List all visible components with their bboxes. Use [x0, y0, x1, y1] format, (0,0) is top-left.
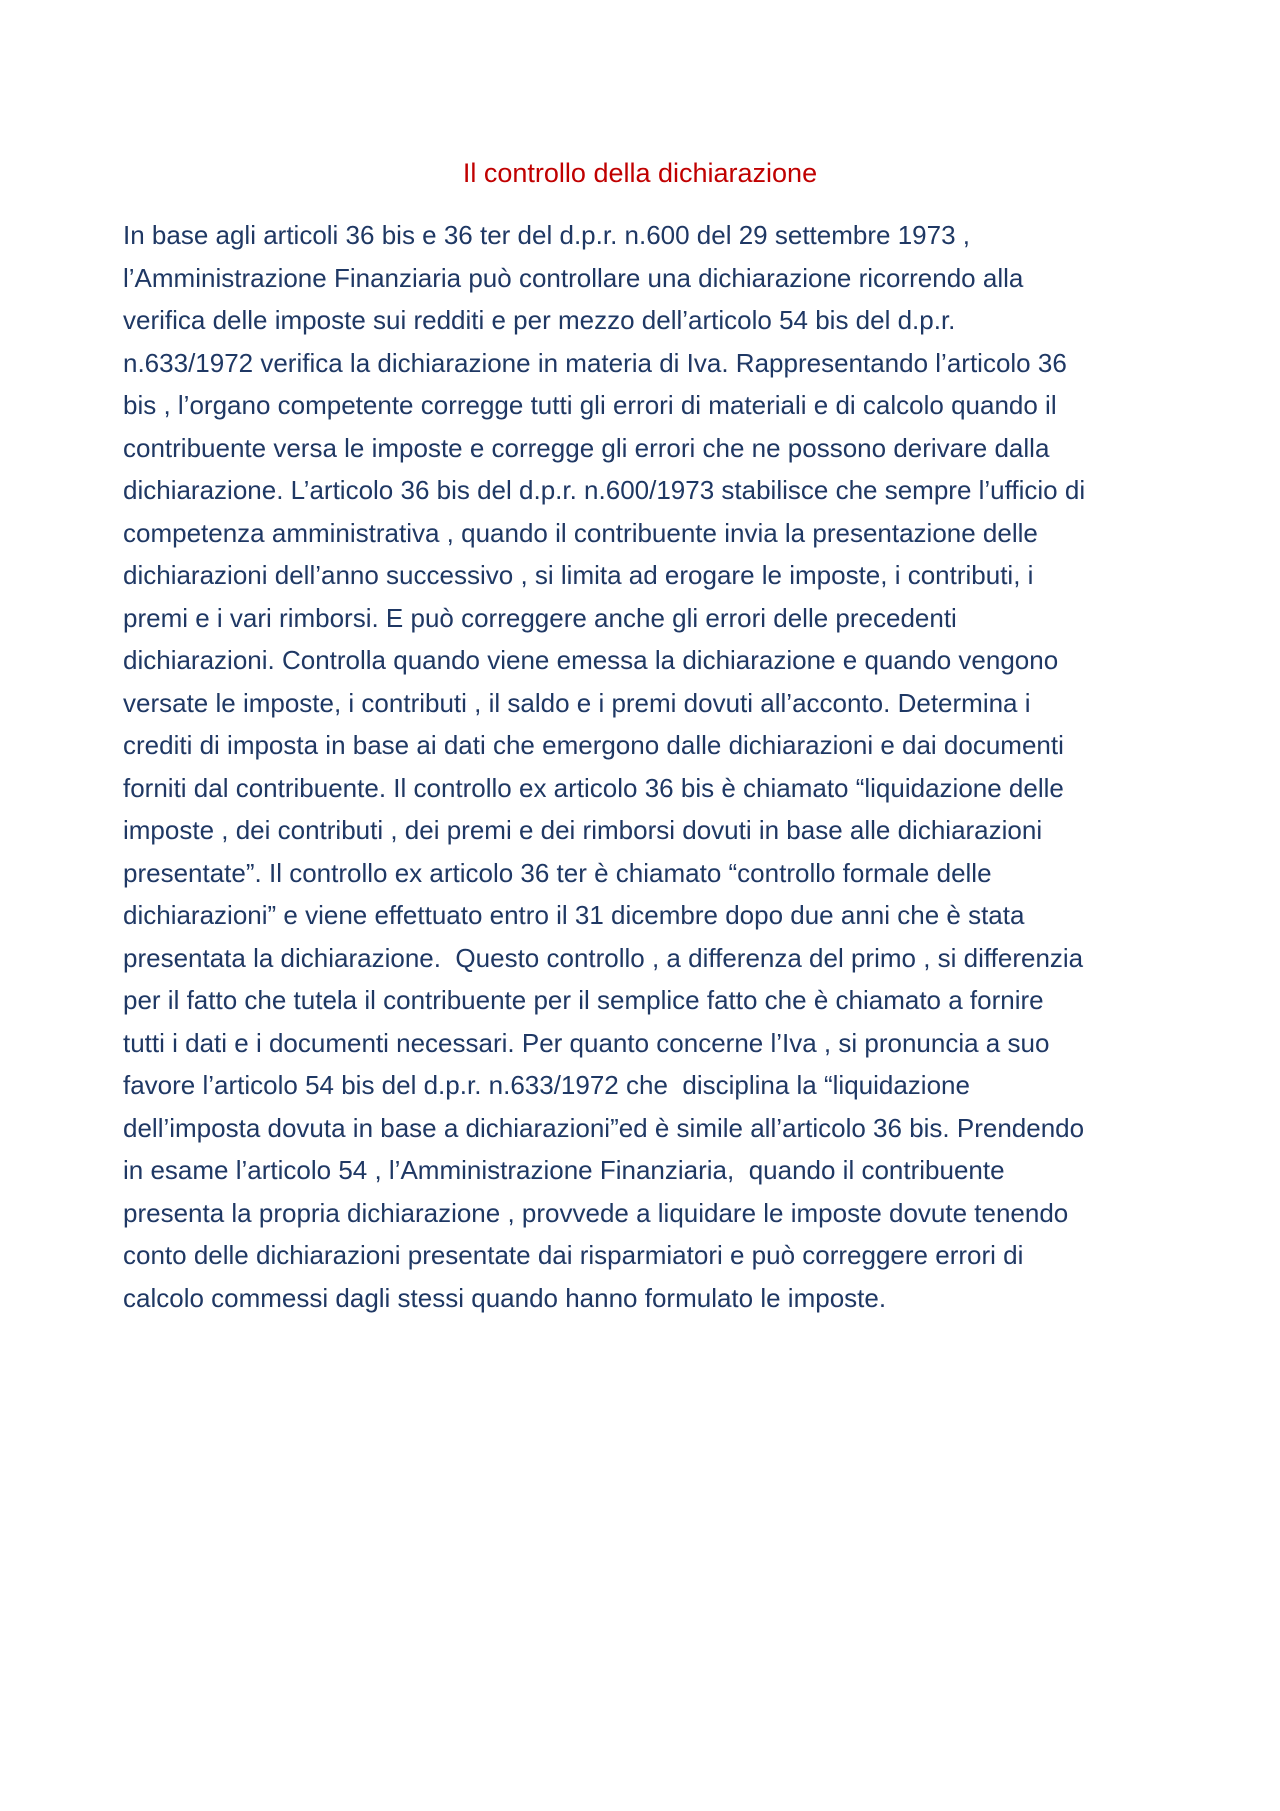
document-title: Il controllo della dichiarazione	[462, 158, 818, 188]
body-line: dichiarazioni” e viene effettuato entro il 31 dicembre dopo due anni che è stata	[123, 900, 1025, 930]
body-line: competenza amministrativa , quando il contribuente invia la presentazione delle	[123, 517, 1038, 548]
body-line: tutti i dati e i documenti necessari. Per quanto concerne l’Iva , si pronuncia a suo	[123, 1027, 1050, 1058]
body-line: dichiarazioni dell’anno successivo , si limita ad erogare le imposte, i contributi, i	[123, 560, 1034, 590]
body-line: per il fatto che tutela il contribuente per il semplice fatto che è chiamato a fornire	[123, 985, 1044, 1015]
body-line: forniti dal contribuente. Il controllo ex articolo 36 bis è chiamato “liquidazione delle	[123, 772, 1064, 803]
body-line: calcolo commessi dagli stessi quando hanno formulato le imposte.	[123, 1282, 887, 1313]
body-line: versate le imposte, i contributi , il saldo e i premi dovuti all’acconto. Determina i	[123, 687, 1031, 718]
body-line: crediti di imposta in base ai dati che emergono dalle dichiarazioni e dai documenti	[123, 730, 1064, 760]
body-line: imposte , dei contributi , dei premi e dei rimborsi dovuti in base alle dichiarazioni	[123, 815, 1043, 845]
body-line: n.633/1972 verifica la dichiarazione in materia di Iva. Rappresentando l’articolo 36	[123, 347, 1067, 378]
body-line: dell’imposta dovuta in base a dichiarazioni”ed è simile all’articolo 36 bis. Prendendo	[123, 1112, 1085, 1143]
body-line: bis , l’organo competente corregge tutti gli errori di materiali e di calcolo quando il	[123, 390, 1057, 420]
body-line: contribuente versa le imposte e corregge gli errori che ne possono derivare dalla	[123, 432, 1050, 463]
body-line: In base agli articoli 36 bis e 36 ter del d.p.r. n.600 del 29 settembre 1973 ,	[123, 220, 970, 250]
body-line: dichiarazione. L’articolo 36 bis del d.p.r. n.600/1973 stabilisce che sempre l’ufficio di	[123, 475, 1086, 505]
body-line: conto delle dichiarazioni presentate dai risparmiatori e può correggere errori di	[123, 1240, 1024, 1270]
body-line: dichiarazioni. Controlla quando viene emessa la dichiarazione e quando vengono	[123, 645, 1059, 675]
body-line: in esame l’articolo 54 , l’Amministrazione Finanziaria, quando il contribuente	[123, 1155, 1005, 1185]
body-line: verifica delle imposte sui redditi e per mezzo dell’articolo 54 bis del d.p.r.	[123, 305, 956, 335]
body-line: presentate”. Il controllo ex articolo 36 ter è chiamato “controllo formale delle	[123, 857, 992, 888]
body-line: favore l’articolo 54 bis del d.p.r. n.633/1972 che disciplina la “liquidazione	[123, 1070, 970, 1100]
body-line: premi e i vari rimborsi. E può correggere anche gli errori delle precedenti	[123, 602, 957, 633]
body-line: presentata la dichiarazione. Questo controllo , a differenza del primo , si differenzia	[123, 942, 1084, 973]
body-line: l’Amministrazione Finanziaria può controllare una dichiarazione ricorrendo alla	[123, 262, 1024, 293]
body-line: presenta la propria dichiarazione , provvede a liquidare le imposte dovute tenendo	[123, 1197, 1069, 1228]
document-body	[123, 214, 1163, 1319]
